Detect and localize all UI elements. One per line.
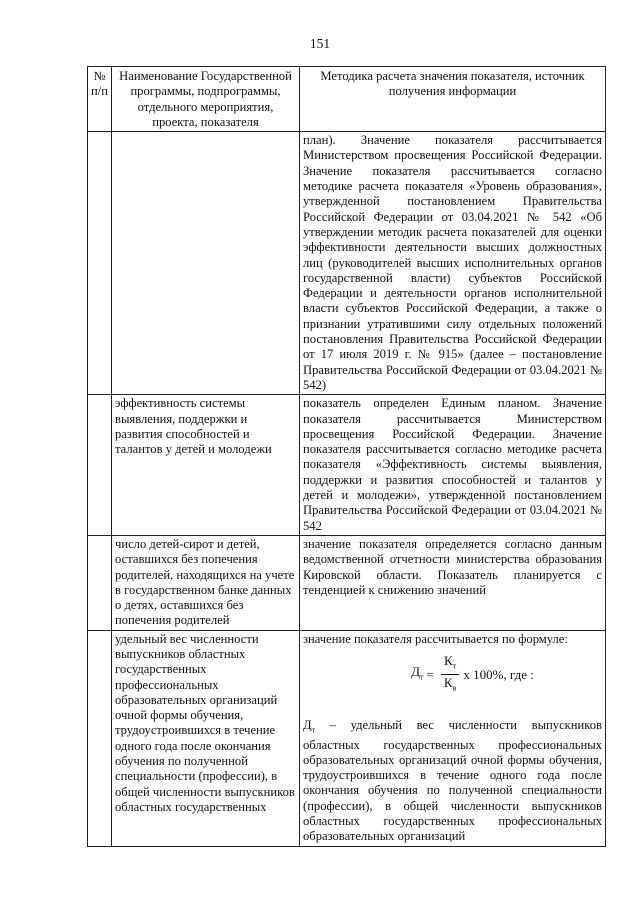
row-name: число детей-сирот и детей, оставшихся без попечения родителей, находящихся на учете в государственном банке данных о детях, оставшихся без попечения родителей (112, 535, 300, 630)
table-row (88, 132, 606, 395)
row-method: значение показателя определяется согласно данным ведомственной отчетности министерства образования Кировской области. Показатель планируется с тенденцией к снижению значений (300, 535, 606, 630)
formula-denominator: $К_в$ (443, 674, 457, 693)
row-num (88, 630, 112, 846)
row-name: эффективность системы выявления, поддержки и развития способностей и талантов у детей и молодежи (112, 395, 300, 536)
formula-fraction (441, 653, 459, 696)
row-method: план). Значение показателя рассчитывается Министерством просвещения Российской Федерации. Значение показателя рассчитывается согласно методике расчета показателя «Уровень образования», утвержденной постановлением Правительства Российской Федерации от 03.04.2021 № 542 «Об утверждении методик расчета показателей для оценки эффективности деятельности высших должностных лиц (руководителей высших исполнительных органов государственной власти) субъектов Российской Федерации и деятельности органов исполнительной власти субъектов Российской Федерации, а также о признании утратившими силу отдельных положений постановления Правительства Российской Федерации от 17 июля 2019 г. № 915» (далее – постановление Правительства Российской Федерации от 03.04.2021 № 542) (300, 132, 606, 395)
formula-tail: x 100%, где : (463, 666, 534, 682)
header-method: Методика расчета значения показателя, источник получения информации (300, 67, 606, 132)
row-name: удельный вес численности выпускников областных государственных профессиональных образовательных организаций очной формы обучения, трудоустроившихся в течение одного года после окончания обучения по полученной специальности (профессии), в общей численности выпускников областных государственных (112, 630, 300, 846)
formula-lhs: $Д_т$ (411, 663, 424, 682)
formula-numerator: $К_т$ (441, 653, 459, 675)
row-method-formula (300, 630, 606, 846)
row-num (88, 535, 112, 630)
page-number: 151 (309, 36, 331, 51)
row-name (112, 132, 300, 395)
table-row (88, 395, 606, 536)
row-num (88, 395, 112, 536)
formula-equals: = (426, 666, 434, 682)
formula-intro: значение показателя рассчитывается по формуле: (303, 631, 568, 646)
table-row (88, 630, 606, 846)
header-num: № п/п (88, 67, 112, 132)
row-method: показатель определен Единым планом. Значение показателя рассчитывается Министерством просвещения Российской Федерации. Значение показателя рассчитывается согласно методике расчета показателя «Эффективность системы выявления, поддержки и развития способностей и талантов у детей и молодежи», утвержденной постановлением Правительства Российской Федерации от 03.04.2021 № 542 (300, 395, 606, 536)
formula-definition: $Д_т$ – удельный вес численности выпускников областных государственных профессиональных образовательных организаций очной формы обучения, трудоустроившихся в течение одного года после окончания обучения по полученной специальности (профессии), в общей численности выпускников областных государственных профессиональных образовательных организаций (303, 717, 602, 844)
header-name: Наименование Государственной программы, подпрограммы, отдельного мероприятия, проекта, показателя (112, 67, 300, 132)
row-num (88, 132, 112, 395)
formula (343, 653, 602, 696)
indicator-table (87, 66, 606, 847)
table-header-row (88, 67, 606, 132)
table-row (88, 535, 606, 630)
